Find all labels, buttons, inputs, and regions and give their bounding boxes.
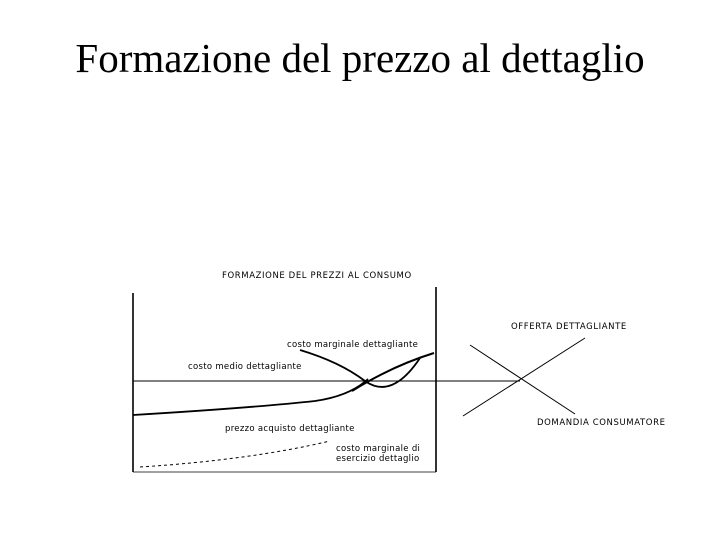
supply-label: OFFERTA DETTAGLIANTE <box>511 322 627 332</box>
demand-line <box>470 345 575 414</box>
supply-line <box>463 338 585 416</box>
demand-label: DOMANDIA CONSUMATORE <box>537 418 666 428</box>
marginal-cost-label: costo marginale dettagliante <box>287 340 419 350</box>
slide-title: Formazione del prezzo al dettaglio <box>75 35 645 81</box>
diagram-header: FORMAZIONE DEL PREZZI AL CONSUMO <box>222 271 412 281</box>
marginal-operating-cost-label-1: costo marginale di <box>336 444 421 454</box>
average-cost-label: costo medio dettagliante <box>188 362 302 372</box>
marginal-operating-cost-curve <box>140 441 330 467</box>
purchase-price-curve <box>133 379 368 415</box>
purchase-price-label: prezzo acquisto dettagliante <box>225 424 355 434</box>
marginal-operating-cost-label-2: esercizio dettaglio <box>336 454 420 464</box>
